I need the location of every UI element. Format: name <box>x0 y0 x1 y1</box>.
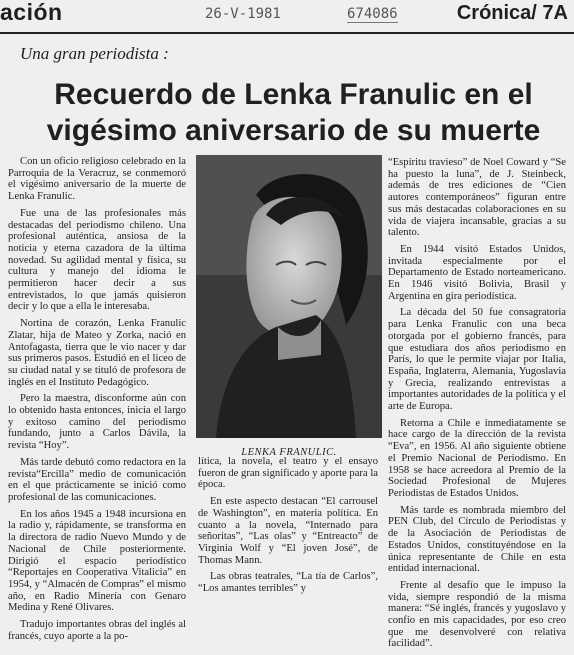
section-page-label: Crónica/ 7A <box>456 2 568 24</box>
paragraph: En 1944 visitó Estados Unidos, invitada especialmente por el Departamento de Estado norteamericano. En 1946 visitó Bolivia, Brasil y Argentina en gira periodística. <box>388 243 566 302</box>
paragraph: En este aspecto destacan “El carrousel de Washington”, en materia política. En cuanto a la novela, “Internado para señoritas”, “Las olas” y “Entreacto” de Virginia Wolf y “El joven José”, de Thomas Mann. <box>198 496 378 566</box>
paragraph: La década del 50 fue consagratoria para Lenka Franulic con una beca otorgada por el gobierno francés, para que estudiara dos años periodismo en París, lo que le permite viajar por Italia, España, Inglaterra, Alemania, Yugoslavia y Grecia, realizando entrevistas a importantes autoridades de la política y el arte de Europa. <box>388 307 566 413</box>
section-name: ación <box>0 0 63 25</box>
article-column-2 <box>198 456 378 600</box>
kicker: Una gran periodista : <box>20 44 169 63</box>
handwritten-number: 674086 <box>347 6 398 22</box>
paragraph: Con un oficio religioso celebrado en la Parroquia de la Veracruz, se conmemoró el vigésimo aniversario de la muerte de Lenka Franulic. <box>8 156 186 203</box>
paragraph: Retorna a Chile e inmediatamente se hace cargo de la dirección de la revista “Eva”, en 1956. Al año siguiente obtiene el Premio Nacional de Periodismo. En 1958 se hace acreedora al Premio de la Sociedad Profesional de Mujeres Periodistas de Estados Unidos. <box>388 417 566 499</box>
paragraph: Pero la maestra, disconforme aún con lo obtenido hasta entonces, inicia el largo y exitoso camino del periodismo fundando, junto a Carlos Dávila, la revista “Hoy”. <box>8 393 186 452</box>
article-column-1 <box>8 156 186 647</box>
headline: Recuerdo de Lenka Franulic en el vigésimo aniversario de su muerte <box>46 78 541 147</box>
article-column-3 <box>388 157 566 655</box>
paragraph: Nortina de corazón, Lenka Franulic Zlatar, hija de Mateo y Zorka, nació en Antofagasta, tierra que le vio nacer y dar sus primeros pasos. Estudió en el liceo de su ciudad natal y se tituló de profesora de inglés en el Instituto Pedagógico. <box>8 318 186 388</box>
paragraph: Frente al desafío que le impuso la vida, siempre respondió de la misma manera: “Sé inglés, francés y yugoslavo y confío en mis capacidades, por eso creo que me desenvolveré con relativa facilidad”. <box>388 579 566 650</box>
paragraph: Tradujo importantes obras del inglés al francés, cuyo aporte a la po- <box>8 619 186 642</box>
paragraph: “Espíritu travieso” de Noel Coward y “Se ha puesto la luna”, de J. Steinbeck, además de tres ediciones de “Cien autores contemporáneos” figuran entre sus más destacadas colaboraciones en su vida de viajera incansable, gracias a su talento. <box>388 157 566 239</box>
page-header <box>0 0 574 36</box>
handwritten-date: 26-V-1981 <box>205 6 281 22</box>
photo-caption: LENKA FRANULIC. <box>241 447 337 458</box>
paragraph: Fue una de las profesionales más destacadas del periodismo chileno. Una profesional auténtica, ansiosa de la noticia y eterna cazadora de la última novedad. Su agilidad mental y física, su cultura y manejo del idioma le permitieron hacer decir a sus entrevistados, lo que jamás quisieron decir y lo que a ella le interesaba. <box>8 207 186 313</box>
paragraph: Más tarde debutó como redactora en la revista“Ercilla” medio de comunicación en el que prácticamente se inició como profesional de las comunicaciones. <box>8 456 186 503</box>
paragraph: En los años 1945 a 1948 incursiona en la radio y, rápidamente, se transforma en la directora de radio Nuevo Mundo y de Nacional de Chile posteriormente. Dirigió el espacio periodístico “Reportajes en Cooperativa Vitalicia” en 1954, y “Almacén de Compras” el mismo año, en Radio Minería con Genaro Medina y René Olivares. <box>8 508 186 614</box>
header-rule <box>0 32 574 34</box>
portrait-photo <box>196 155 382 438</box>
paragraph: Más tarde es nombrada miembro del PEN Club, del Círculo de Periodistas y de la Asociación de Periodistas de Estados Unidos, constituyéndose en la única representante de Chile en esta entidad internacional. <box>388 504 566 575</box>
portrait-image <box>196 155 382 438</box>
paragraph: Las obras teatrales, “La tía de Carlos”, “Los amantes terribles” y <box>198 571 378 595</box>
paragraph: lítica, la novela, el teatro y el ensayo fueron de gran significado y aporte para la época. <box>198 456 378 491</box>
